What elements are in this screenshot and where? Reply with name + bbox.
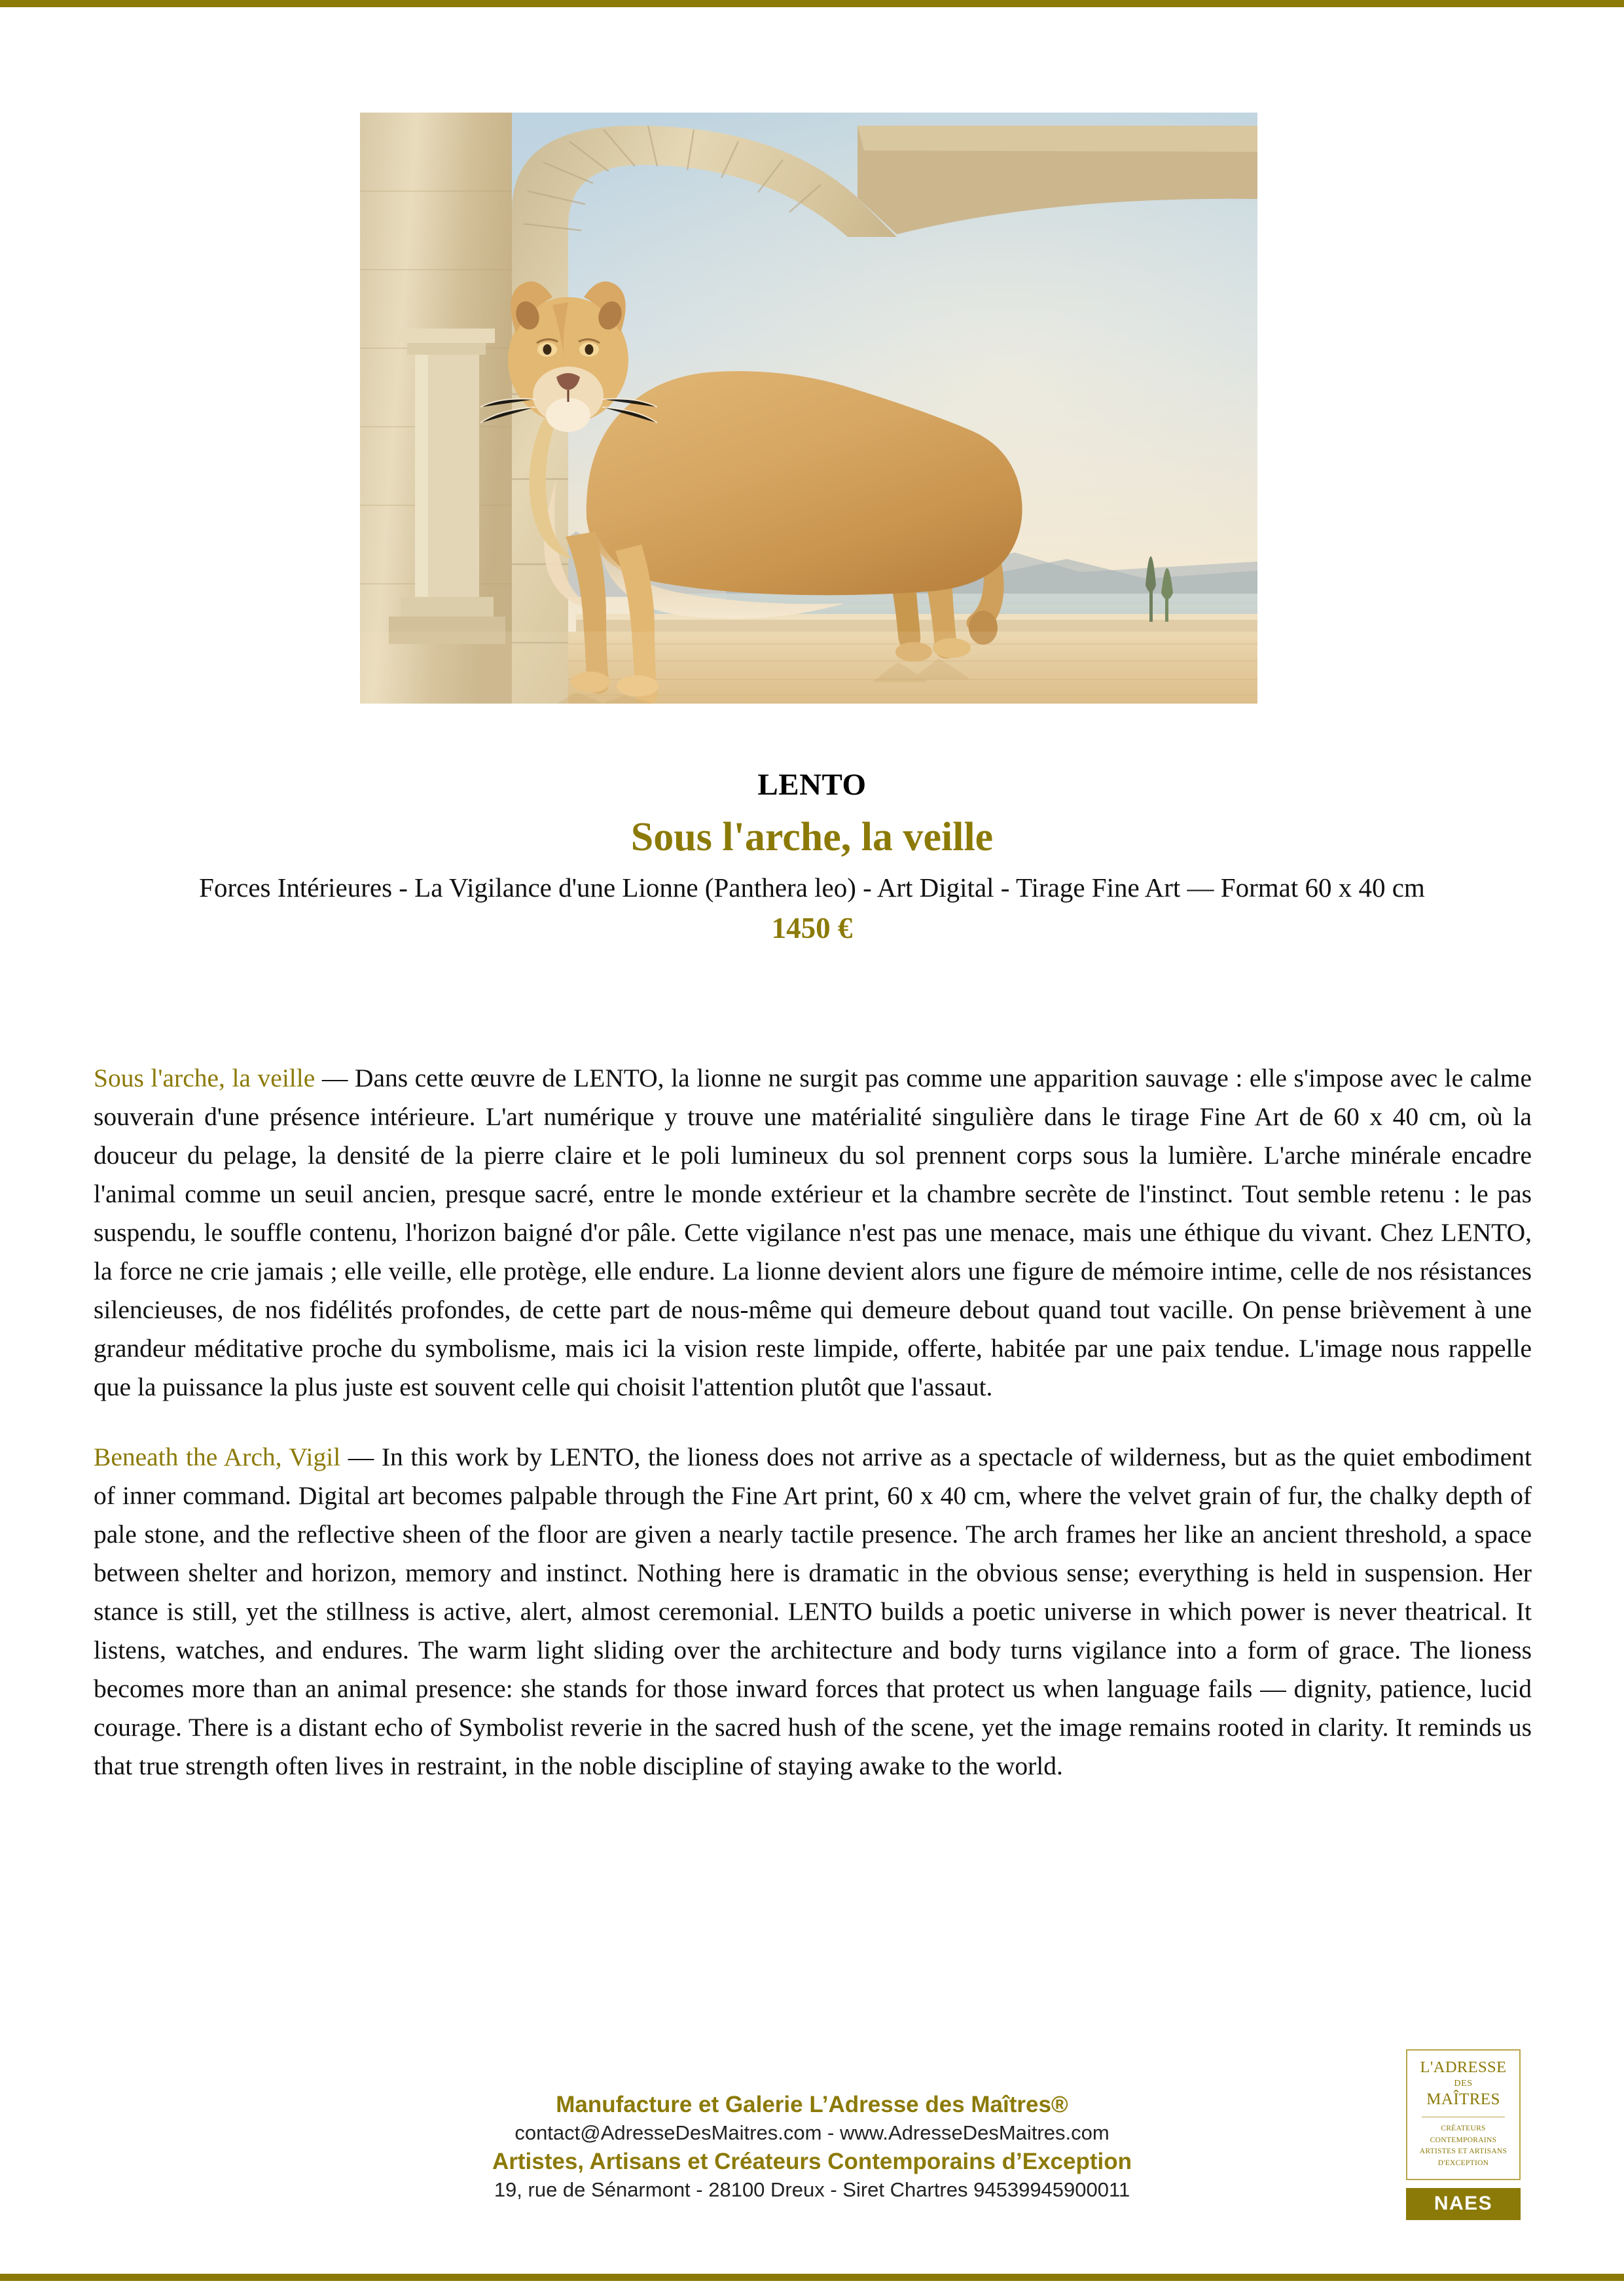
description-body-fr: — Dans cette œuvre de LENTO, la lionne ne surgit pas comme une apparition sauvage : elle s'impose avec le calme souverain d'une présence intérieure. L'art numérique y trouve une matérialité singulière dans le tirage Fine Art de 60 x 40 cm, où la douceur du pelage, la densité de la pierre claire et le poli lumineux du sol prennent corps sous la lumière. L'arche minérale encadre l'animal comme un seuil ancien, presque sacré, entre le monde extérieur et la chambre secrète de l'instinct. Tout semble retenu : le pas suspendu, le souffle contenu, l'horizon baigné d'or pâle. Cette vigilance n'est pas une menace, mais une éthique du vivant. Chez LENTO, la force ne crie jamais ; elle veille, elle protège, elle endure. La lionne devient alors une figure de mémoire intime, celle de nos résistances silencieuses, de nos fidélités profondes, de cette part de nous-même qui demeure debout quand tout vacille. On pense brièvement à une grandeur méditative proche du symbolisme, mais ici la vision reste limpide, offerte, habitée par une paix tendue. L'image nous rappelle que la puissance la plus juste est souvent celle qui choisit l'attention plutôt que l'assaut. — [94, 1064, 1532, 1401]
logo-subline-createurs: CRÉATEURS CONTEMPORAINS — [1430, 2124, 1497, 2144]
top-accent-bar — [0, 0, 1624, 7]
footer-block — [0, 2090, 1624, 2204]
description-lead-in-en: Beneath the Arch, Vigil — [94, 1443, 341, 1471]
description-lead-in-fr: Sous l'arche, la veille — [94, 1064, 316, 1092]
naes-badge: NAES — [1406, 2188, 1521, 2220]
description-paragraph-fr — [94, 1059, 1532, 1407]
logo-subline-artistes: ARTISTES ET ARTISANS — [1419, 2147, 1507, 2156]
logo-line-des: DES — [1454, 2078, 1473, 2089]
description-body-en: — In this work by LENTO, the lioness does not arrive as a spectacle of wilderness, but as the quiet embodiment of inner command. Digital art becomes palpable through the Fine Art print, 60 x 40 cm, where the velvet grain of fur, the chalky depth of pale stone, and the reflective sheen of the floor are given a nearly tactile presence. The arch frames her like an ancient threshold, a space between shelter and horizon, memory and instinct. Nothing here is dramatic in the obvious sense; everything is held in suspension. Her stance is still, yet the stillness is active, alert, almost ceremonial. LENTO builds a poetic universe in which power is never theatrical. It listens, watches, and endures. The warm light sliding over the architecture and body turns vigilance into a form of grace. The lioness becomes more than an animal presence: she stands for those inward forces that protect us when language fails — dignity, patience, lucid courage. There is a distant echo of Symbolist reverie in the sacred hush of the scene, yet the image remains rooted in clarity. It reminds us that true strength often lives in restraint, in the noble discipline of staying awake to the world. — [94, 1443, 1532, 1780]
artist-name: LENTO — [757, 768, 867, 802]
logo-line-maitres: MAÎTRES — [1426, 2090, 1500, 2108]
artwork-price: 1450 € — [771, 912, 853, 945]
footer-contact[interactable]: contact@AdresseDesMaitres.com - www.AdresseDesMaitres.com — [514, 2121, 1110, 2145]
logo-line-adresse: L'ADRESSE — [1420, 2058, 1507, 2076]
artwork-image-frame — [360, 113, 1257, 704]
footer-company-name: Manufacture et Galerie L’Adresse des Maîtres® — [556, 2092, 1068, 2117]
lioness-under-stone-arch-image — [360, 113, 1257, 704]
footer-address: 19, rue de Sénarmont - 28100 Dreux - Siret Chartres 94539945900011 — [494, 2178, 1130, 2202]
artwork-title: Sous l'arche, la veille — [630, 815, 994, 860]
logo-subline-exception: D'EXCEPTION — [1437, 2159, 1489, 2168]
description-paragraph-en — [94, 1438, 1532, 1785]
brand-logo-block — [1406, 2049, 1521, 2220]
footer-tagline: Artistes, Artisans et Créateurs Contemporains d’Exception — [492, 2149, 1132, 2175]
description-block — [94, 1059, 1532, 1785]
title-block — [0, 769, 1624, 945]
artwork-subtitle: Forces Intérieures - La Vigilance d'une Lionne (Panthera leo) - Art Digital - Tirage Fine Art — Format 60 x 40 cm — [199, 872, 1425, 903]
logo-card — [1406, 2049, 1521, 2180]
bottom-accent-bar — [0, 2274, 1624, 2281]
